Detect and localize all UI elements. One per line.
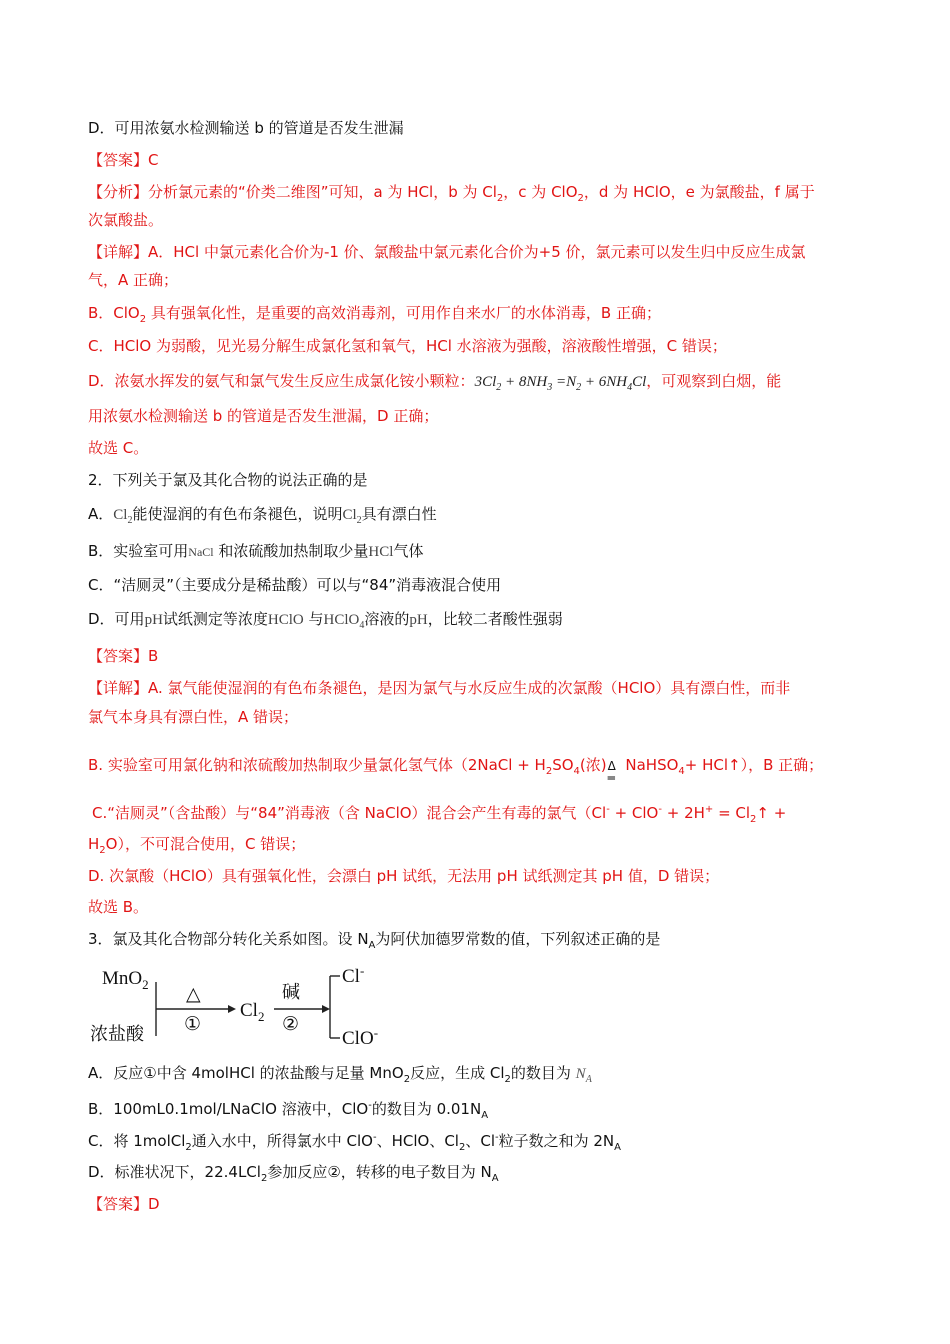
q1-conclusion: 故选 C。 bbox=[88, 439, 149, 457]
q2-detail-b: B. 实验室可用氯化钠和浓硫酸加热制取少量氯化氢气体（2NaCl + $H_2SO_4$(浓) Δ ═ NaHSO$_4$+ HCl↑），B 正确； bbox=[88, 756, 824, 785]
diagram-mno2: MnO$_2$ bbox=[102, 968, 149, 992]
q2-option-b: B．实验室可用NaCl 和浓硫酸加热制取少量HCl气体 bbox=[88, 542, 424, 560]
q2-detail-c-line1: C.“洁厕灵”（含盐酸）与“84”消毒液（含 NaClO）混合会产生有毒的氯气（$Cl^- + ClO^- + 2H^+ = Cl_2↑$ + bbox=[92, 804, 787, 825]
q3-option-b: B．100mL0.1mol/LNaClO 溶液中，ClO-的数目为 $0.01N_A$ bbox=[88, 1100, 489, 1121]
diagram-hypochlorite: ClO- bbox=[342, 1025, 379, 1049]
q1-detail-d-line1: D．浓氨水挥发的氨气和氯气发生反应生成氯化铵小颗粒：$3Cl_2 + 8NH_3 =N_2 + 6NH_4Cl$，可观察到白烟，能 bbox=[88, 372, 782, 393]
diagram-step-2: ② bbox=[282, 1014, 300, 1035]
q1-detail-a-line1: 【详解】A．HCl 中氯元素化合价为-1 价、氯酸盐中氯元素化合价为+5 价，氯元素可以发生归中反应生成氯 bbox=[88, 243, 806, 261]
diagram-step-1: ① bbox=[184, 1014, 202, 1035]
q2-option-c: C．“洁厕灵”（主要成分是稀盐酸）可以与“84”消毒液混合使用 bbox=[88, 576, 502, 594]
q2-detail-d: D. 次氯酸（HClO）具有强氧化性，会漂白 pH 试纸，无法用 pH 试纸测定其 pH 值，D 错误； bbox=[88, 867, 720, 885]
q2-conclusion: 故选 B。 bbox=[88, 898, 149, 916]
q2-answer: 【答案】B bbox=[88, 647, 159, 665]
diagram-cl2: $Cl_2$ bbox=[240, 1000, 265, 1024]
formula-na: $N_A$ bbox=[575, 1066, 592, 1085]
q3-option-d: D．标准状况下，22.4LCl$_2$参加反应②，转移的电子数目为 $N_A$ bbox=[88, 1163, 499, 1184]
q1-detail-b: B．ClO$_2$ 具有强氧化性，是重要的高效消毒剂，可用作自来水厂的水体消毒，B 正确； bbox=[88, 304, 661, 325]
formula-cl2: $Cl_2$ bbox=[113, 507, 133, 526]
diagram-arrowhead-2 bbox=[322, 1005, 330, 1013]
diagram-arrowhead-1 bbox=[228, 1005, 236, 1013]
q2-option-a: A．$Cl_2$能使湿润的有色布条褪色，说明$Cl_2$具有漂白性 bbox=[88, 505, 437, 526]
formula-hcl: HCl bbox=[368, 544, 394, 560]
chlorine-conversion-diagram bbox=[90, 962, 406, 1052]
q3-option-c: C．将 1molCl$_2$通入水中，所得氯水中 ClO-、HClO、$Cl_2$、Cl-粒子数之和为 $2N_A$ bbox=[88, 1132, 621, 1153]
formula-hclo4: HClO$_4$ bbox=[323, 612, 365, 631]
formula-ph: pH bbox=[144, 612, 163, 628]
q2-stem: 2．下列关于氯及其化合物的说法正确的是 bbox=[88, 471, 368, 489]
q1-detail-d-line2: 用浓氨水检测输送 b 的管道是否发生泄漏，D 正确； bbox=[88, 407, 439, 425]
diagram-chloride: Cl- bbox=[342, 963, 365, 987]
formula-ph: pH bbox=[409, 612, 428, 628]
q2-detail-c-line2: $H_2O$），不可混合使用，C 错误； bbox=[88, 835, 306, 856]
q1-option-d: D．可用浓氨水检测输送 b 的管道是否发生泄漏 bbox=[88, 119, 404, 137]
q1-analysis-line1: 【分析】分析氯元素的“价类二维图”可知，a 为 HCl，b 为 $Cl_2$，c 为 ClO$_2$，d 为 HClO，e 为氯酸盐，f 属于 bbox=[88, 183, 815, 204]
q2-detail-a-line1: 【详解】A. 氯气能使湿润的有色布条褪色，是因为氯气与水反应生成的次氯酸（HClO）具有漂白性，而非 bbox=[88, 679, 791, 697]
diagram-heat-symbol: △ bbox=[186, 984, 201, 1005]
q2-detail-a-line2: 氯气本身具有漂白性，A 错误； bbox=[88, 708, 299, 726]
diagram-base: 碱 bbox=[282, 982, 300, 1003]
diagram-conc-hcl: 浓盐酸 bbox=[90, 1024, 144, 1045]
q1-analysis-line2: 次氯酸盐。 bbox=[88, 211, 164, 229]
q1-detail-a-line2: 气，A 正确； bbox=[88, 271, 179, 289]
q3-option-a: A．反应①中含 4molHCl 的浓盐酸与足量 MnO$_2$反应，生成 $Cl_2$的数目为 $N_A$ bbox=[88, 1064, 592, 1085]
q3-answer: 【答案】D bbox=[88, 1195, 160, 1213]
q1-detail-c: C．HClO 为弱酸，见光易分解生成氯化氢和氧气，HCl 水溶液为强酸，溶液酸性增强，C 错误； bbox=[88, 337, 727, 355]
equation-cl2-nh3: $3Cl_2 + 8NH_3 =N_2 + 6NH_4Cl$ bbox=[474, 374, 647, 393]
q2-option-d: D．可用pH试纸测定等浓度HClO 与HClO$_4$溶液的pH，比较二者酸性强弱 bbox=[88, 610, 563, 631]
formula-nacl: NaCl bbox=[188, 545, 214, 559]
formula-cl2: $Cl_2$ bbox=[342, 507, 362, 526]
formula-hclo: HClO bbox=[267, 612, 304, 628]
q1-answer: 【答案】C bbox=[88, 151, 159, 169]
q3-stem: 3．氯及其化合物部分转化关系如图。设 $N_A$为阿伏加德罗常数的值，下列叙述正确的是 bbox=[88, 930, 661, 951]
